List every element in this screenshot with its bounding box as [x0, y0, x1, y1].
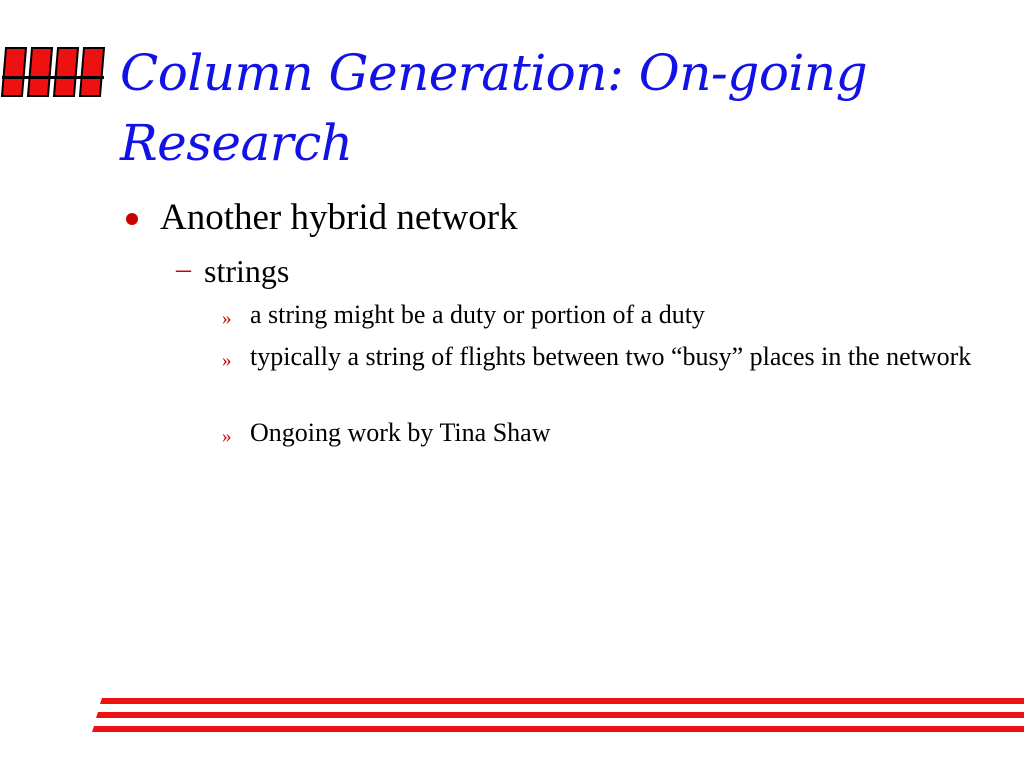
red-dot-bullet-icon [126, 213, 138, 225]
chevron-bullet-icon: » [222, 350, 232, 371]
slide-logo-bars [0, 44, 112, 100]
bullet-text: a string might be a duty or portion of a duty [250, 300, 705, 329]
bullet-text: strings [204, 253, 290, 289]
dash-bullet-icon: – [176, 252, 191, 285]
slide-title [120, 38, 1000, 178]
bullet-text: typically a string of flights between two “busy” places in the network [250, 342, 972, 371]
chevron-bullet-icon: » [222, 426, 232, 447]
chevron-bullet-icon: » [222, 308, 232, 329]
bullet-text: Ongoing work by Tina Shaw [250, 418, 551, 447]
footer-decorative-lines [92, 698, 1024, 738]
slide-title-line-1: Column Generation: On-going [120, 44, 868, 102]
slide-title-line-2: Research [120, 114, 353, 172]
bullet-text: Another hybrid network [160, 197, 518, 238]
